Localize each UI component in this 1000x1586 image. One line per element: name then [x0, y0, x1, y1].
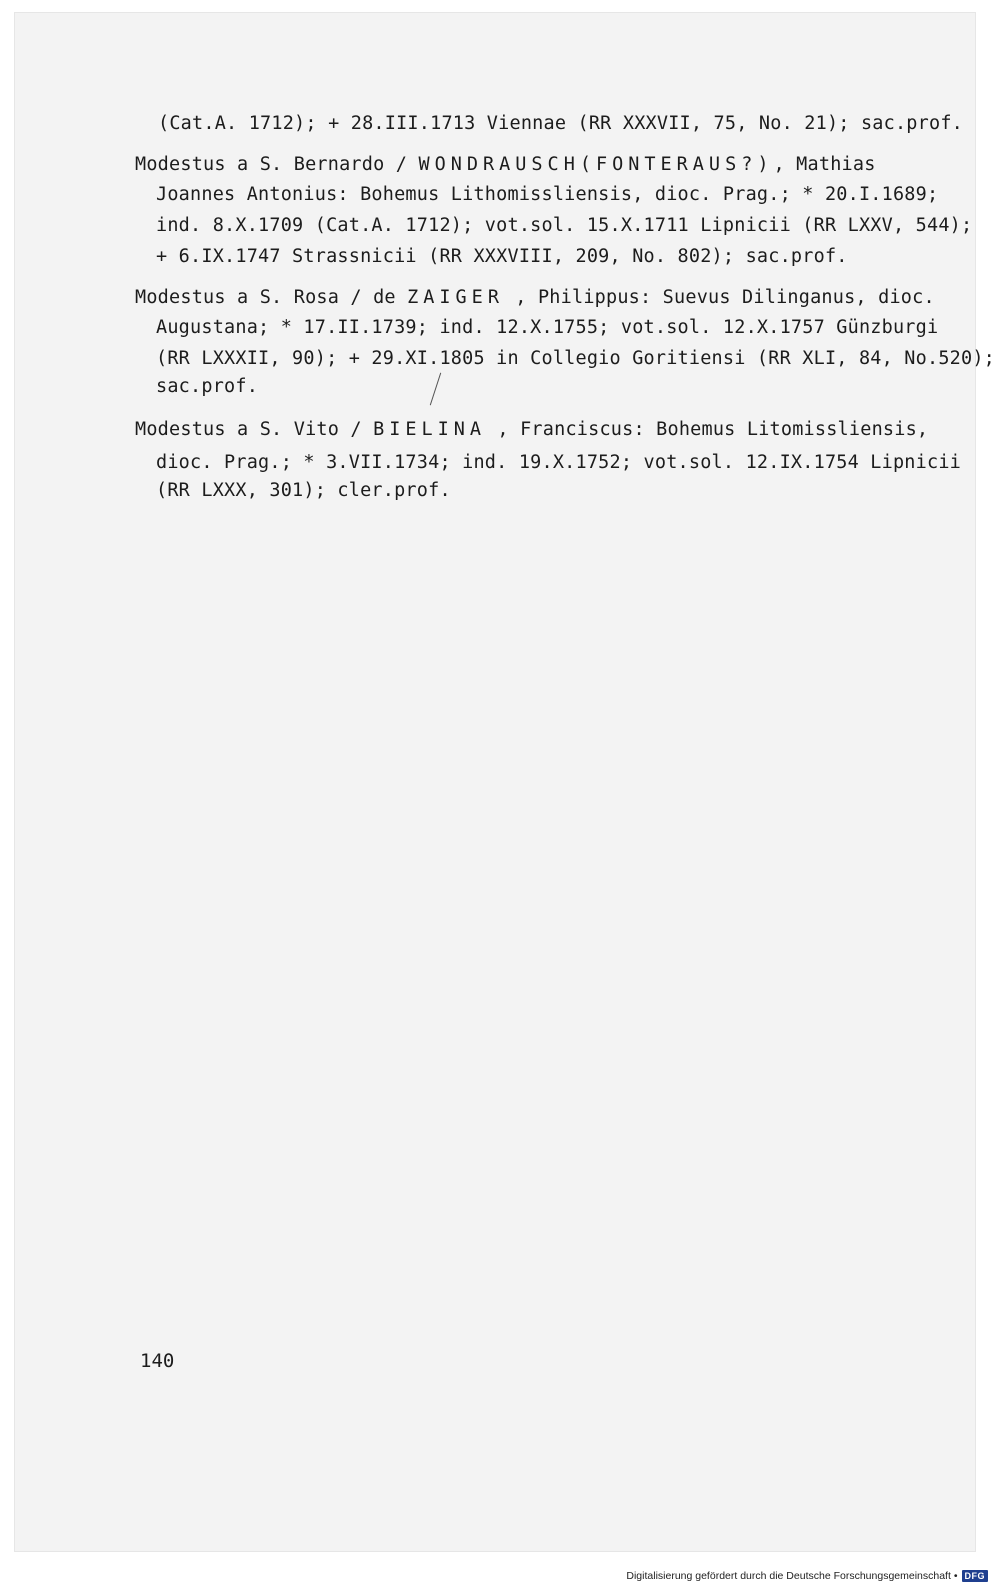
entry-line: sac.prof. [156, 376, 259, 397]
entry-line: (RR LXXX, 301); cler.prof. [156, 480, 451, 501]
entry-heading [135, 153, 876, 177]
entry-surname: WONDRAUSCH(FONTERAUS?) [418, 154, 774, 175]
entry-heading-suffix: , Philippus: Suevus Dilinganus, dioc. [503, 287, 935, 308]
entry-line: (RR LXXXII, 90); + 29.XI.1805 in Collegio Goritiensi (RR XLI, 84, No.520); [156, 348, 996, 369]
scanned-page [14, 12, 976, 1552]
entry-surname: ZAIGER [407, 287, 504, 308]
entry-heading-prefix: Modestus a S. Vito / [135, 419, 374, 440]
entry-heading [135, 286, 935, 310]
footer-credit-text: Digitalisierung gefördert durch die Deutsche Forschungsgemeinschaft • [626, 1570, 958, 1582]
entry-line: (Cat.A. 1712); + 28.III.1713 Viennae (RR XXXVII, 75, No. 21); sac.prof. [158, 113, 963, 134]
entry-surname: BIELINA [373, 419, 487, 440]
entry-heading-prefix: Modestus a S. Rosa / de [135, 287, 408, 308]
entry-heading-prefix: Modestus a S. Bernardo / [135, 154, 419, 175]
entry-heading [135, 418, 928, 442]
entry-line: dioc. Prag.; * 3.VII.1734; ind. 19.X.1752; vot.sol. 12.IX.1754 Lipnicii [156, 452, 961, 473]
entry-line: ind. 8.X.1709 (Cat.A. 1712); vot.sol. 15.X.1711 Lipnicii (RR LXXV, 544); [156, 215, 973, 236]
entry-line: Augustana; * 17.II.1739; ind. 12.X.1755; vot.sol. 12.X.1757 Günzburgi [156, 317, 939, 338]
page-number: 140 [140, 1350, 175, 1372]
entry-heading-suffix: , Franciscus: Bohemus Litomissliensis, [486, 419, 929, 440]
dfg-logo: DFG [962, 1570, 989, 1582]
entry-line: Joannes Antonius: Bohemus Lithomissliensis, dioc. Prag.; * 20.I.1689; [156, 184, 939, 205]
digitization-footer [626, 1570, 988, 1582]
entry-line: + 6.IX.1747 Strassnicii (RR XXXVIII, 209, No. 802); sac.prof. [156, 246, 848, 267]
entry-heading-suffix: , Mathias [773, 154, 876, 175]
